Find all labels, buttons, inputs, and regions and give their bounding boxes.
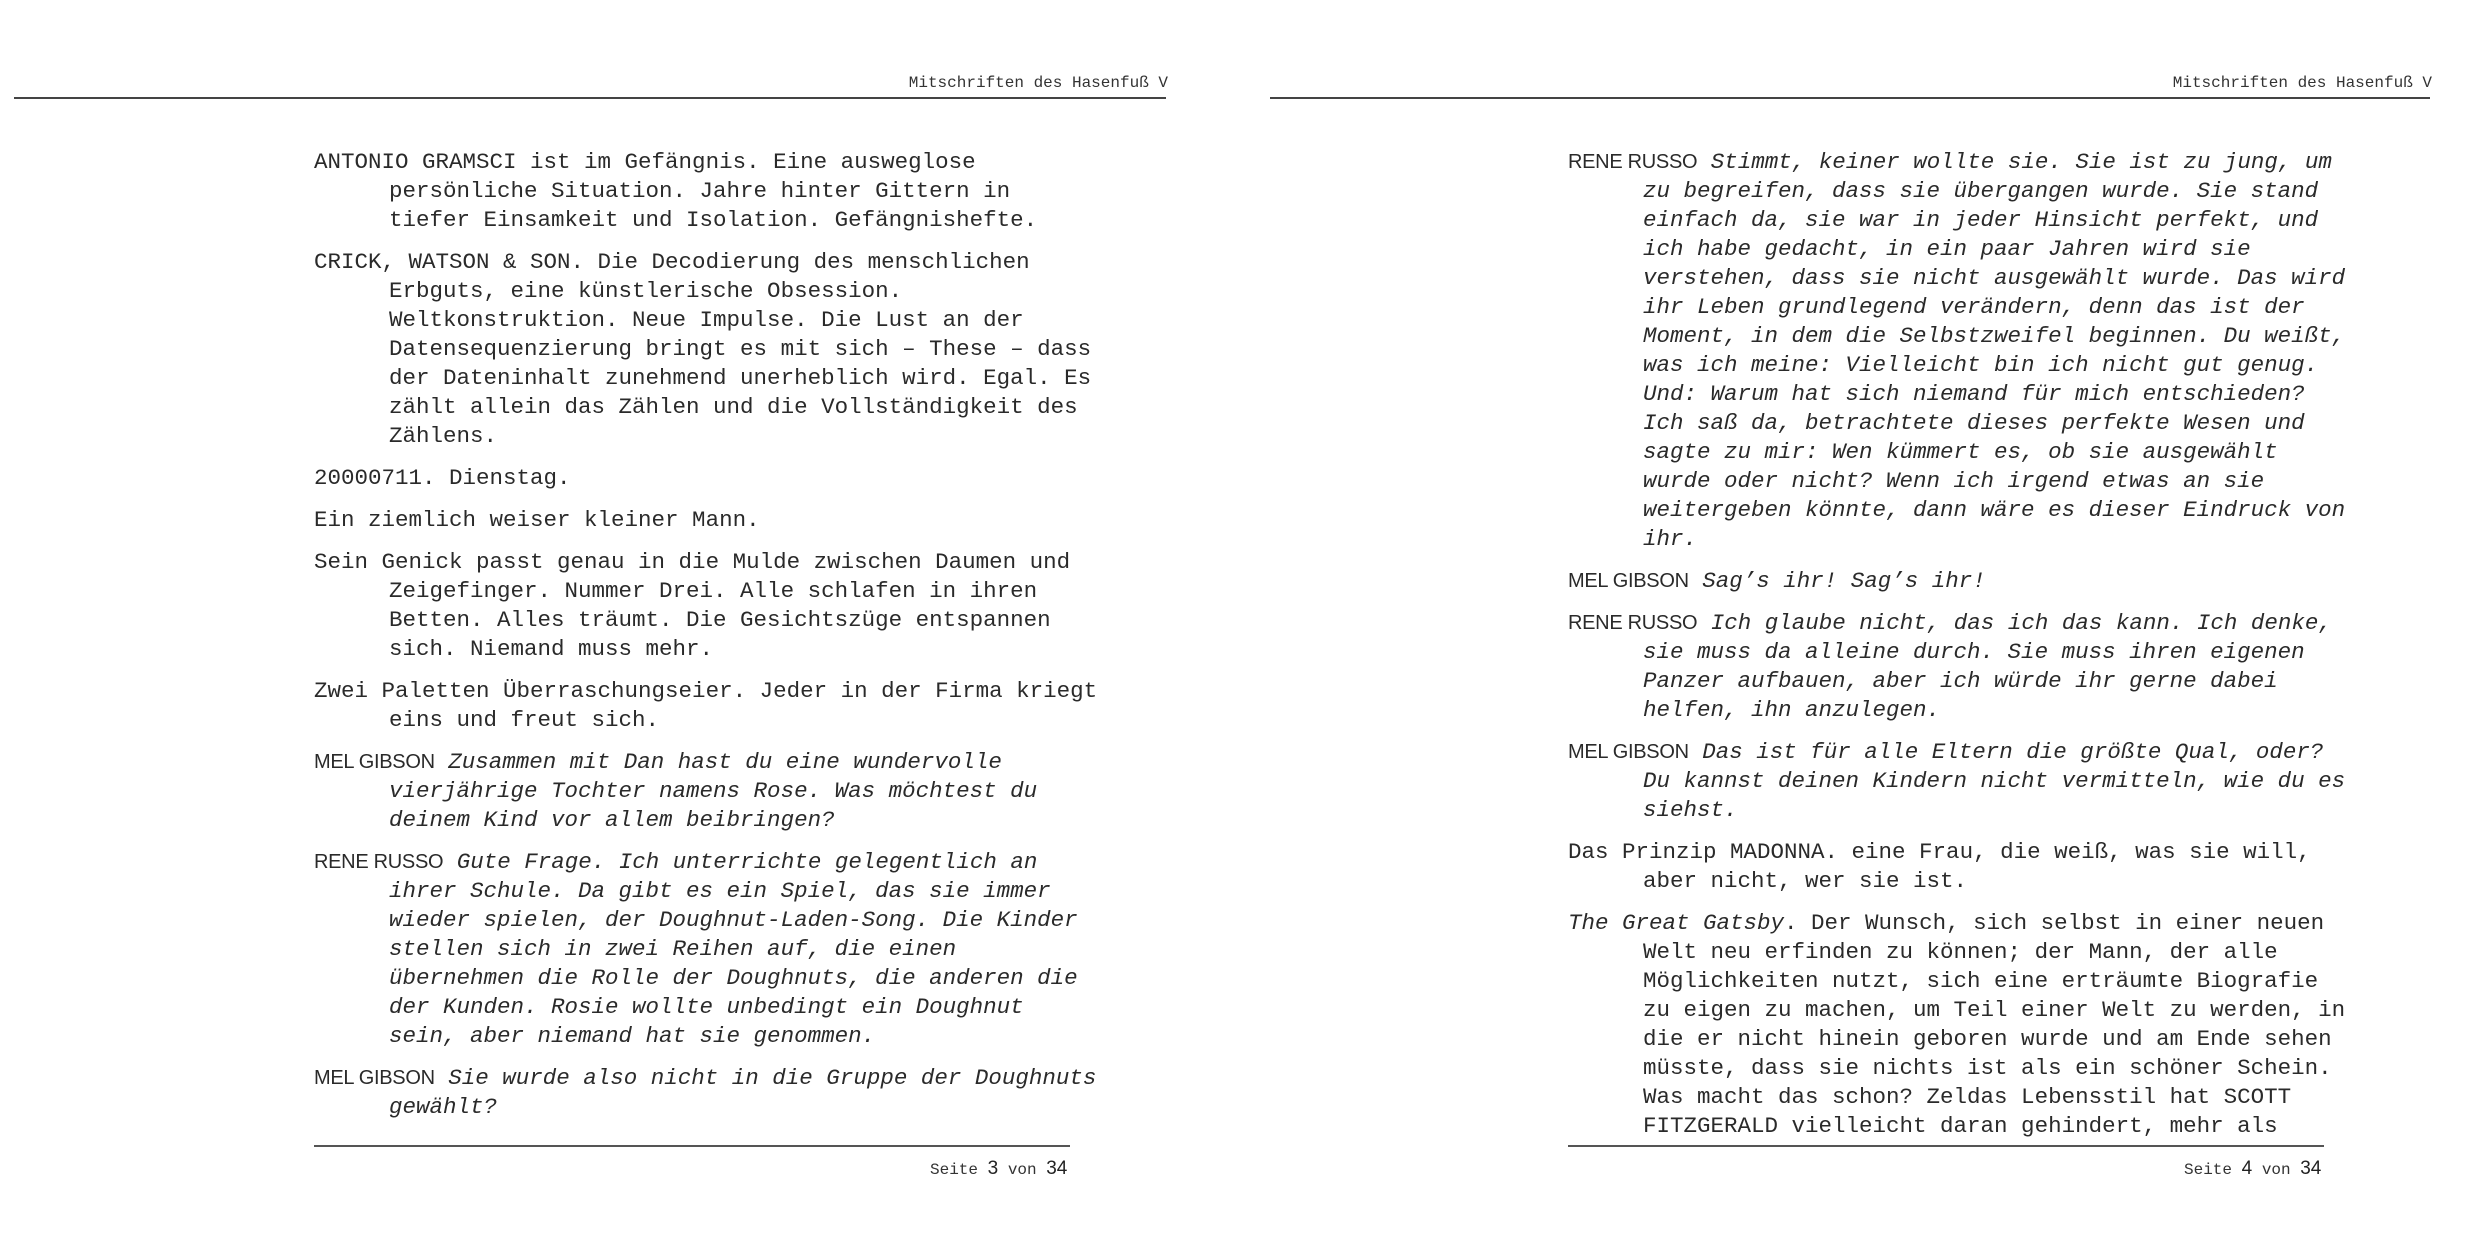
paragraph: Sein Genick passt genau in die Mulde zwischen Daumen und Zeigefinger. Nummer Drei. Alle schlafen in ihren Betten. Alles träumt. Die Gesichtszüge entspannen sich. Niemand muss mehr. <box>314 549 1071 662</box>
speech-text: Zusammen mit Dan hast du eine wundervolle vierjährige Tochter namens Rose. Was möchtest du deinem Kind vor allem beibringen? <box>389 749 1038 833</box>
speaker-name: RENE RUSSO <box>314 851 444 873</box>
page-number-footer <box>930 1158 1067 1180</box>
speaker-name: MEL GIBSON <box>1568 741 1689 763</box>
speech-text: Sie wurde also nicht in die Gruppe der Doughnuts gewählt? <box>389 1065 1097 1120</box>
total-pages: 34 <box>1046 1158 1068 1179</box>
dialogue-paragraph <box>1568 738 2358 825</box>
paragraph: Zwei Paletten Überraschungseier. Jeder in der Firma kriegt eins und freut sich. <box>314 678 1098 733</box>
footer-rule <box>1568 1145 2324 1147</box>
dialogue-paragraph <box>1568 148 2358 554</box>
speech-text: Gute Frage. Ich unterrichte gelegentlich an ihrer Schule. Da gibt es ein Spiel, das sie immer wieder spielen, der Doughnut-Laden-Song. Die Kinder stellen sich in zwei Reihen auf, die einen übernehmen die Rolle der Doughnuts, die anderen die der Kunden. Rosie wollte unbedingt ein Doughnut sein, aber niemand hat sie genommen. <box>389 849 1078 1049</box>
page-4 <box>1254 0 2480 1240</box>
paragraph <box>1568 909 2358 1141</box>
dialogue-paragraph <box>1568 567 2358 596</box>
dialogue-paragraph <box>1568 609 2358 725</box>
footer-separator: von <box>2261 1161 2291 1179</box>
paragraph: Das Prinzip MADONNA. eine Frau, die weiß, was sie will, aber nicht, wer sie ist. <box>1568 839 2311 894</box>
paragraph: CRICK, WATSON & SON. Die Decodierung des menschlichen Erbguts, eine künstlerische Obsession. Weltkonstruktion. Neue Impulse. Die Lust an der Datensequenzierung bringt es mit sich – These – dass der Dateninhalt zunehmend unerheblich wird. Egal. Es zählt allein das Zählen und die Vollständigkeit des Zählens. <box>314 249 1092 449</box>
speaker-name: MEL GIBSON <box>1568 570 1689 592</box>
footer-rule <box>314 1145 1070 1147</box>
paragraph: ANTONIO GRAMSCI ist im Gefängnis. Eine ausweglose persönliche Situation. Jahre hinter Gittern in tiefer Einsamkeit und Isolation. Gefängnishefte. <box>314 149 1038 233</box>
speaker-name: MEL GIBSON <box>314 751 435 773</box>
speaker-name: RENE RUSSO <box>1568 612 1698 634</box>
speech-text: Ich glaube nicht, das ich das kann. Ich denke, sie muss da alleine durch. Sie muss ihren eigenen Panzer aufbauen, aber ich würde ihr gerne dabei helfen, ihn anzulegen. <box>1643 610 2332 723</box>
footer-prefix: Seite <box>930 1161 979 1179</box>
dialogue-paragraph <box>314 1064 1104 1122</box>
current-page-number: 3 <box>987 1158 999 1179</box>
page-body <box>1568 148 2358 1154</box>
paragraph: 20000711. Dienstag. <box>314 465 571 491</box>
total-pages: 34 <box>2300 1158 2322 1179</box>
dialogue-paragraph <box>314 748 1104 835</box>
paragraph-text: . Der Wunsch, sich selbst in einer neuen Welt neu erfinden zu können; der Mann, der alle Möglichkeiten nutzt, sich eine erträumte Biografie zu eigen zu machen, um Teil einer Welt zu werden, in die er nicht hinein geboren wurde und am Ende sehen müsste, dass sie nichts ist als ein schöner Schein. Was macht das schon? Zeldas Lebensstil hat SCOTT FITZGERALD vielleicht daran gehindert, mehr als <box>1643 910 2346 1139</box>
dialogue-paragraph <box>314 848 1104 1051</box>
speech-text: Das ist für alle Eltern die größte Qual, oder? Du kannst deinen Kindern nicht vermitteln, wie du es siehst. <box>1643 739 2346 823</box>
footer-separator: von <box>1007 1161 1037 1179</box>
page-body <box>314 148 1104 1135</box>
paragraph: Ein ziemlich weiser kleiner Mann. <box>314 507 760 533</box>
header-rule <box>1270 97 2430 99</box>
book-title: The Great Gatsby <box>1568 910 1785 936</box>
footer-prefix: Seite <box>2184 1161 2233 1179</box>
running-header: Mitschriften des Hasenfuß V <box>908 74 1168 92</box>
speaker-name: RENE RUSSO <box>1568 151 1698 173</box>
current-page-number: 4 <box>2241 1158 2253 1179</box>
speaker-name: MEL GIBSON <box>314 1067 435 1089</box>
speech-text: Sag’s ihr! Sag’s ihr! <box>1702 568 1986 594</box>
header-rule <box>14 97 1166 99</box>
page-number-footer <box>2184 1158 2321 1180</box>
speech-text: Stimmt, keiner wollte sie. Sie ist zu jung, um zu begreifen, dass sie übergangen wurde. Sie stand einfach da, sie war in jeder Hinsicht perfekt, und ich habe gedacht, in ein paar Jahren wird sie verstehen, dass sie nicht ausgewählt wurde. Das wird ihr Leben grundlegend verändern, denn das ist der Moment, in dem die Selbstzweifel beginnen. Du weißt, was ich meine: Vielleicht bin ich nicht gut genug. Und: Warum hat sich niemand für mich entschieden? Ich saß da, betrachtete dieses perfekte Wesen und sagte zu mir: Wen kümmert es, ob sie ausgewählt wurde oder nicht? Wenn ich irgend etwas an sie weitergeben könnte, dann wäre es dieser Eindruck von ihr. <box>1643 149 2346 552</box>
running-header: Mitschriften des Hasenfuß V <box>2172 74 2432 92</box>
